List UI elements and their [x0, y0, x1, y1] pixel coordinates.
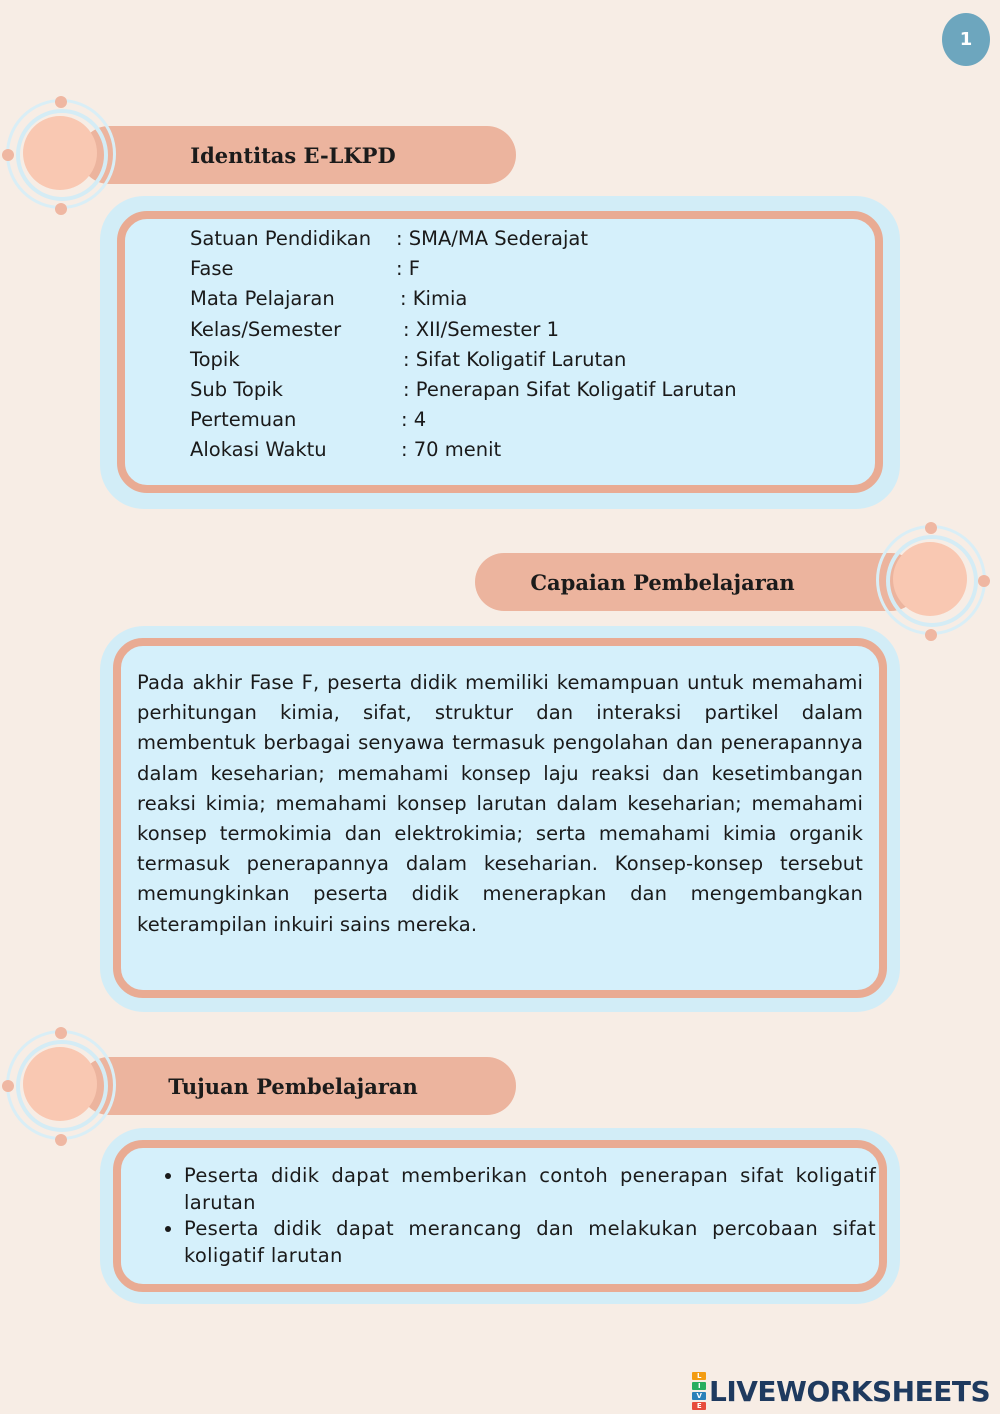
row-label: Kelas/Semester — [190, 317, 342, 341]
page-number-badge: 1 — [942, 13, 990, 66]
identitas-row — [190, 375, 830, 405]
list-item: • Peserta didik dapat merancang dan melakukan percobaan sifat koligatif larutan — [184, 1216, 876, 1269]
row-value: : Penerapan Sifat Koligatif Larutan — [403, 378, 737, 402]
liveworksheets-logo[interactable] — [692, 1374, 992, 1408]
decorative-circle-icon — [6, 1030, 118, 1142]
identitas-title: Identitas E-LKPD — [190, 142, 396, 168]
logo-letter: V — [692, 1392, 706, 1400]
row-value: : XII/Semester 1 — [403, 317, 559, 341]
row-label: Mata Pelajaran — [190, 287, 335, 311]
logo-letter: E — [692, 1402, 706, 1410]
row-value: : SMA/MA Sederajat — [396, 227, 588, 250]
row-value: : Sifat Koligatif Larutan — [403, 347, 627, 371]
decorative-circle-icon — [876, 525, 988, 637]
row-value: : Kimia — [400, 287, 468, 311]
row-value: : F — [396, 257, 420, 281]
row-value: : 4 — [401, 408, 427, 432]
row-label: Satuan Pendidikan — [190, 227, 372, 250]
row-value: : 70 menit — [401, 438, 502, 462]
decorative-circle-icon — [6, 99, 118, 211]
row-label: Pertemuan — [190, 408, 297, 432]
list-item: • Peserta didik dapat memberikan contoh penerapan sifat koligatif larutan — [184, 1163, 876, 1216]
tujuan-title: Tujuan Pembelajaran — [168, 1073, 418, 1099]
row-label: Alokasi Waktu — [190, 438, 327, 462]
identitas-row — [190, 435, 830, 465]
capaian-paragraph: Pada akhir Fase F, peserta didik memiliki kemampuan untuk memahami perhitungan kimia, sifat, struktur dan interaksi partikel dalam membentuk berbagai senyawa termasuk pengolahan dan penerapannya dalam keseharian; memahami konsep laju reaksi dan kesetimbangan reaksi kimia; memahami konsep larutan dalam keseharian; memahami konsep termokimia dan elektrokimia; serta memahami kimia organik termasuk penerapannya dalam keseharian. Konsep-konsep tersebut memungkinkan peserta didik menerapkan dan mengembangkan keterampilan inkuiri sains mereka. — [137, 671, 863, 936]
tujuan-header — [80, 1057, 516, 1115]
capaian-title: Capaian Pembelajaran — [530, 569, 795, 595]
identitas-row — [190, 284, 830, 314]
tujuan-list — [160, 1163, 876, 1269]
row-label: Fase — [190, 257, 234, 281]
brand-name: LIVEWORKSHEETS — [709, 1374, 991, 1408]
capaian-header — [475, 553, 920, 611]
identitas-row — [190, 345, 830, 375]
row-label: Sub Topik — [190, 378, 283, 402]
identitas-row — [190, 405, 830, 435]
identitas-header — [80, 126, 516, 184]
identitas-table — [190, 224, 830, 466]
identitas-row — [190, 254, 830, 284]
identitas-row — [190, 315, 830, 345]
row-label: Topik — [190, 347, 240, 371]
logo-letter: I — [692, 1382, 706, 1390]
logo-letter: L — [692, 1372, 706, 1380]
identitas-row — [190, 224, 830, 254]
liveworksheets-logo-icon — [692, 1371, 706, 1411]
